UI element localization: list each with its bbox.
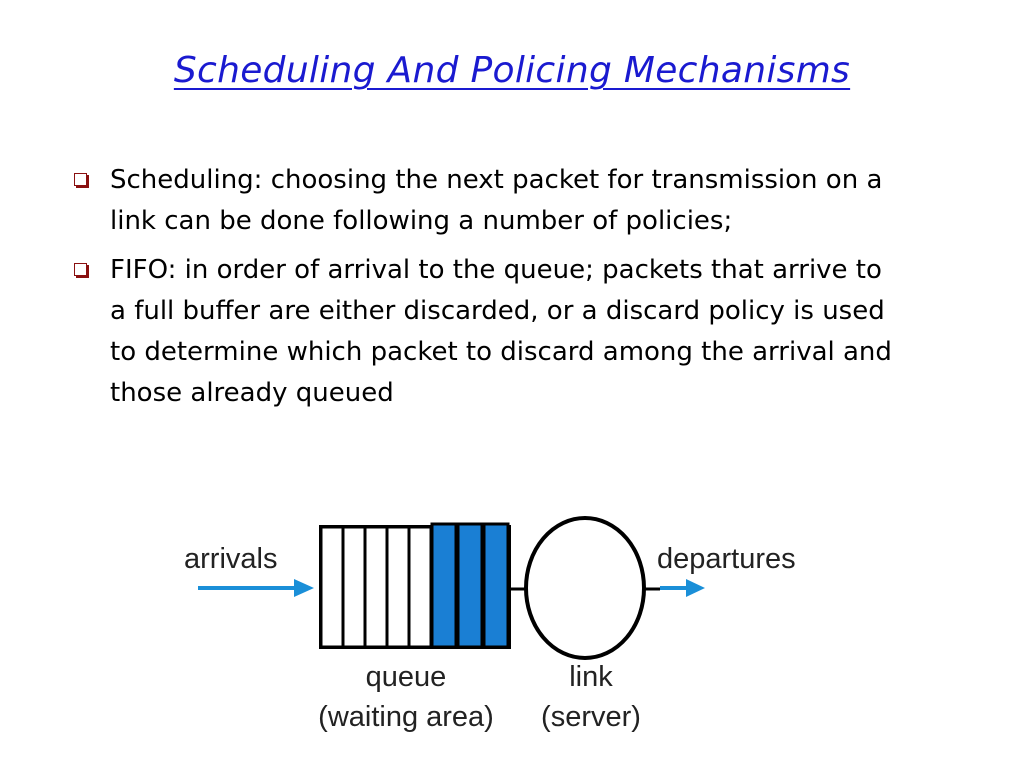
queue-buffer	[321, 524, 509, 647]
empty-queue-slot	[387, 527, 409, 647]
link-server-circle	[526, 518, 644, 658]
slide-title: Scheduling And Policing Mechanisms	[173, 50, 851, 91]
arrivals-arrow	[198, 579, 314, 597]
departures-label: departures	[657, 543, 796, 575]
server-label: (server)	[541, 701, 641, 733]
link-label: link	[569, 661, 613, 693]
empty-queue-slot	[409, 527, 431, 647]
departures-arrow	[660, 579, 705, 597]
queued-packet	[432, 524, 456, 647]
empty-queue-slot	[321, 527, 343, 647]
bullet-text: Scheduling: choosing the next packet for transmission on a link can be done following a number of policies;	[110, 165, 883, 236]
empty-queue-slot	[343, 527, 365, 647]
waiting-area-label: (waiting area)	[318, 701, 494, 733]
empty-queue-slot	[365, 527, 387, 647]
bullet-text: FIFO: in order of arrival to the queue; packets that arrive to a full buffer are either discarded, or a discard policy is used to determine which packet to discard among the arrival and those already queued	[110, 255, 892, 408]
queued-packet	[458, 524, 482, 647]
queued-packet	[484, 524, 508, 647]
queue-label: queue	[365, 661, 447, 693]
arrivals-label: arrivals	[184, 543, 278, 575]
